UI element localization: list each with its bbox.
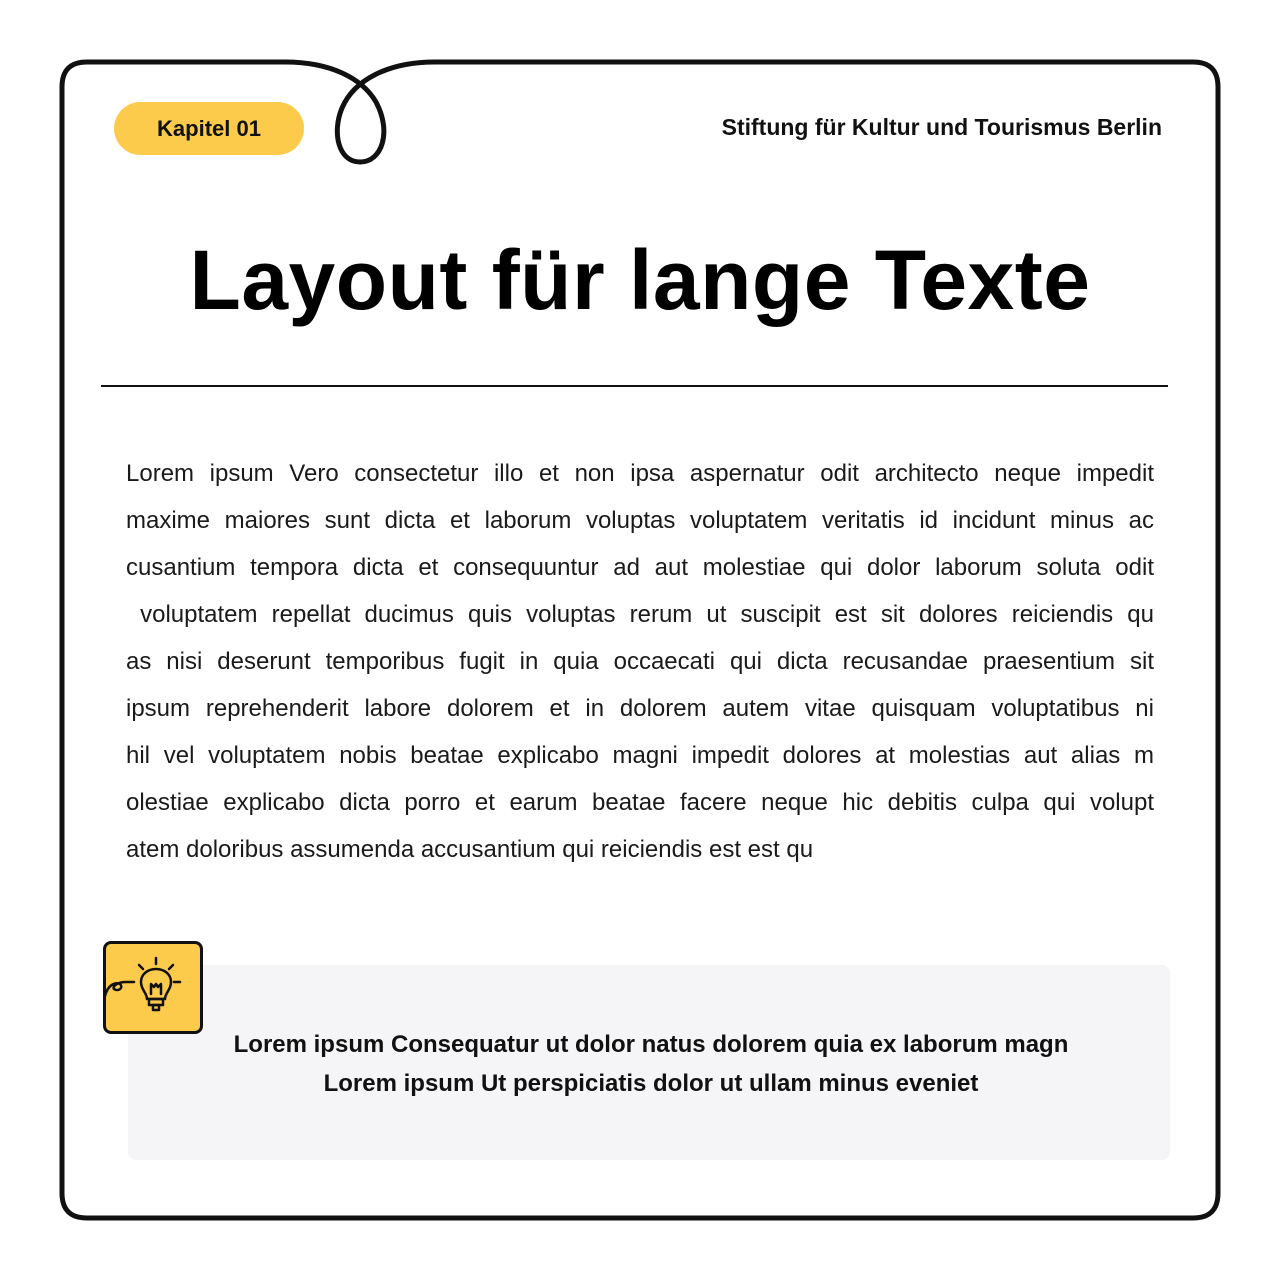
body-line: hil vel voluptatem nobis beatae explicabo magni impedit dolores at molestias aut alias m (126, 742, 1154, 769)
lightbulb-icon-box (103, 941, 203, 1034)
body-line: Lorem ipsum Vero consectetur illo et non ipsa aspernatur odit architecto neque impedit (126, 460, 1154, 487)
note-line-2: Lorem ipsum Ut perspiciatis dolor ut ullam minus eveniet (323, 1070, 979, 1097)
note-line-1: Lorem ipsum Consequatur ut dolor natus dolorem quia ex laborum magn (233, 1031, 1069, 1058)
chapter-badge (114, 102, 304, 155)
page-title: Layout für lange Texte (189, 233, 1091, 327)
chapter-badge-label: Kapitel 01 (157, 115, 261, 141)
lightbulb-icon (106, 944, 200, 1031)
body-line: atem doloribus assumenda accusantium qui reiciendis est est qu (126, 836, 814, 863)
organization-name: Stiftung für Kultur und Tourismus Berlin (721, 114, 1162, 140)
body-line: ipsum reprehenderit labore dolorem et in dolorem autem vitae quisquam voluptatibus ni (126, 695, 1154, 722)
body-line: maxime maiores sunt dicta et laborum voluptas voluptatem veritatis id incidunt minus ac (126, 507, 1154, 534)
title-divider (101, 385, 1168, 387)
body-text (126, 450, 1154, 873)
body-line: cusantium tempora dicta et consequuntur ad aut molestiae qui dolor laborum soluta odit (126, 554, 1154, 581)
body-line: voluptatem repellat ducimus quis voluptas rerum ut suscipit est sit dolores reiciendis qu (126, 601, 1154, 628)
body-line: olestiae explicabo dicta porro et earum beatae facere neque hic debitis culpa qui volupt (126, 789, 1154, 816)
note-box (128, 965, 1170, 1160)
body-line: as nisi deserunt temporibus fugit in quia occaecati qui dicta recusandae praesentium sit (126, 648, 1154, 675)
